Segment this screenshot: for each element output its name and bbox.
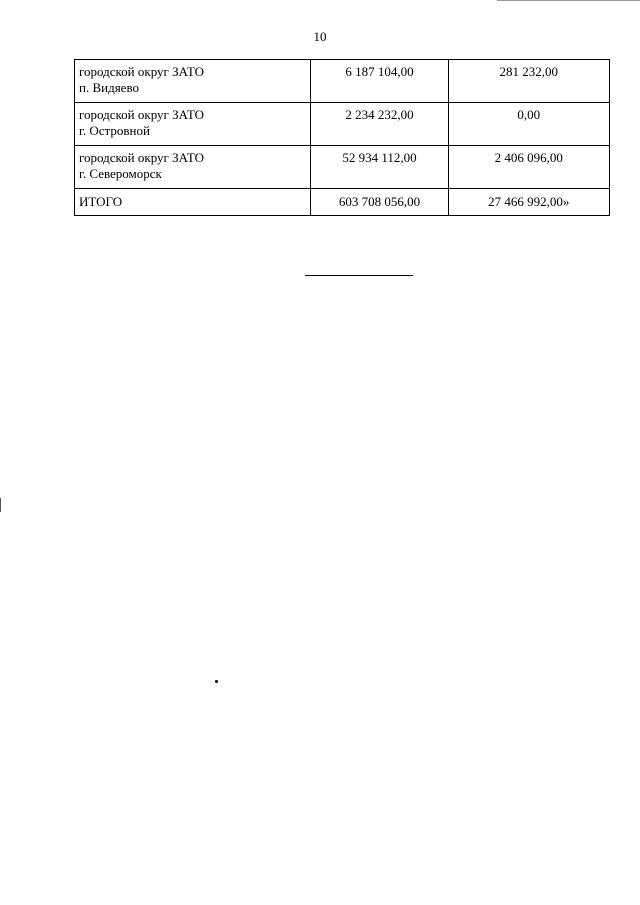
total-row xyxy=(75,189,610,216)
municipality-name-line: г. Островной xyxy=(79,123,150,138)
total-label: ИТОГО xyxy=(75,189,311,216)
scan-edge-mark xyxy=(497,0,640,1)
municipality-name-line: п. Видяево xyxy=(79,80,139,95)
municipality-name-line: городской округ ЗАТО xyxy=(79,150,205,165)
end-separator-line xyxy=(305,275,413,276)
amount-cell: 0,00 xyxy=(448,103,609,146)
total-amount-cell: 27 466 992,00» xyxy=(448,189,609,216)
municipality-cell xyxy=(75,103,311,146)
amount-cell: 6 187 104,00 xyxy=(311,60,448,103)
scan-edge-mark xyxy=(0,498,1,512)
municipality-name-line: городской округ ЗАТО xyxy=(79,64,205,79)
table-row xyxy=(75,146,610,189)
budget-table xyxy=(74,59,610,216)
table-row xyxy=(75,60,610,103)
amount-cell: 2 234 232,00 xyxy=(311,103,448,146)
table-row xyxy=(75,103,610,146)
amount-cell: 2 406 096,00 xyxy=(448,146,609,189)
stray-dot xyxy=(215,680,218,683)
municipality-name-line: городской округ ЗАТО xyxy=(79,107,205,122)
page-number: 10 xyxy=(313,29,327,44)
amount-cell: 281 232,00 xyxy=(448,60,609,103)
municipality-name-line: г. Североморск xyxy=(79,166,162,181)
municipality-cell xyxy=(75,146,311,189)
total-amount-cell: 603 708 056,00 xyxy=(311,189,448,216)
amount-cell: 52 934 112,00 xyxy=(311,146,448,189)
municipality-cell xyxy=(75,60,311,103)
